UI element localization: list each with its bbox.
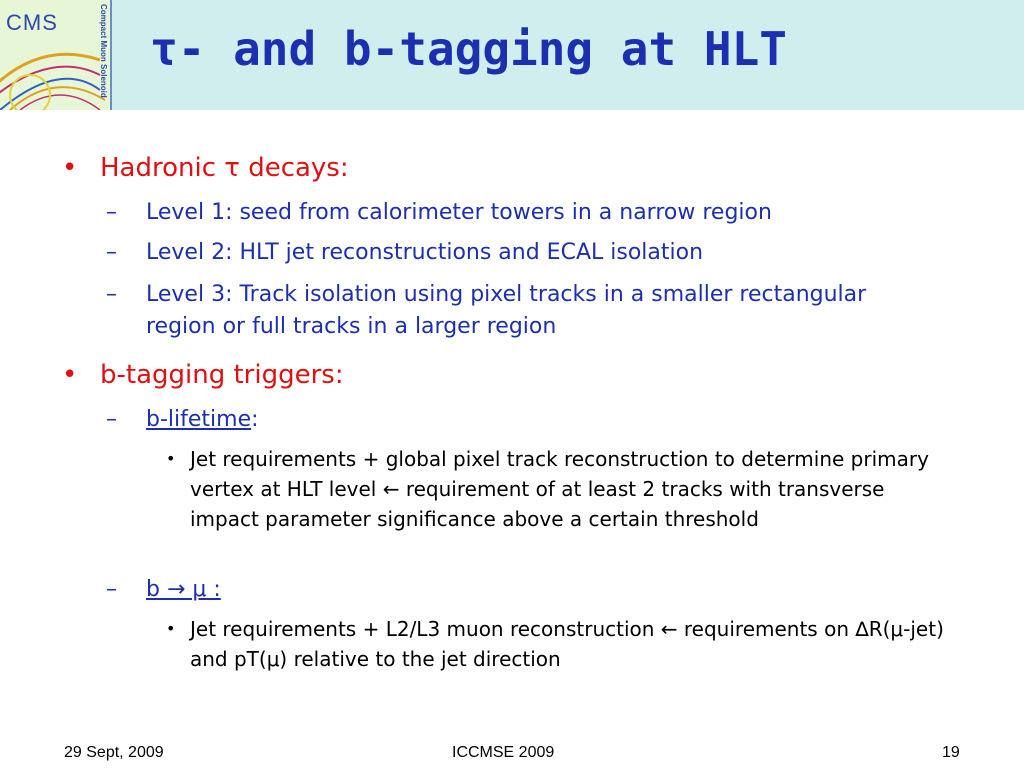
bullet-hadronic-tau <box>62 153 349 183</box>
link-suffix: : <box>251 407 259 432</box>
dash: – <box>106 577 117 602</box>
sub-bullet-level2 <box>106 237 926 269</box>
sub-bullet-level1 <box>106 197 926 229</box>
bullet-dot: • <box>62 360 78 390</box>
detail-b-to-mu <box>166 614 970 674</box>
detail-b-lifetime <box>166 444 950 534</box>
sub-bullet-text: Level 3: Track isolation using pixel tracks in a smaller rectangular region or full tracks in a larger region <box>146 282 867 339</box>
dash: – <box>106 200 117 225</box>
sub-bullet-level3 <box>106 279 886 343</box>
sub-bullet-b-lifetime <box>106 404 926 436</box>
dash: – <box>106 407 117 432</box>
detail-text: Jet requirements + global pixel track reconstruction to determine primary vertex at HLT level ← requirement of at least 2 tracks with transverse impact parameter significance above a certain threshold <box>190 447 929 531</box>
bullet-dot: • <box>166 449 176 468</box>
sub-bullet-b-to-mu <box>106 574 926 606</box>
footer-page-number: 19 <box>942 744 960 761</box>
dash: – <box>106 282 117 307</box>
bullet-dot: • <box>166 619 176 638</box>
sub-bullet-text: Level 1: seed from calorimeter towers in a narrow region <box>146 200 772 225</box>
footer-event: ICCMSE 2009 <box>452 744 555 761</box>
slide-header <box>0 0 1024 110</box>
cms-logo <box>0 0 112 110</box>
bullet-b-tagging <box>62 360 344 390</box>
dash: – <box>106 240 117 265</box>
bullet-dot: • <box>62 153 78 183</box>
footer-date: 29 Sept, 2009 <box>64 744 164 761</box>
logo-text: CMS <box>6 10 58 35</box>
detail-text: Jet requirements + L2/L3 muon reconstruction ← requirements on ∆R(μ-jet) and pT(μ) relative to the jet direction <box>190 617 944 671</box>
logo-subtitle: Compact Muon Solenoid <box>99 4 108 98</box>
b-lifetime-link[interactable]: b-lifetime <box>146 407 252 432</box>
bullet-text: Hadronic τ decays: <box>100 153 349 183</box>
slide-title: τ- and b-tagging at HLT <box>150 22 787 76</box>
sub-bullet-text: Level 2: HLT jet reconstructions and ECAL isolation <box>146 240 704 265</box>
bullet-text: b-tagging triggers: <box>100 360 344 390</box>
b-to-mu-link[interactable]: b → μ : <box>146 577 221 602</box>
